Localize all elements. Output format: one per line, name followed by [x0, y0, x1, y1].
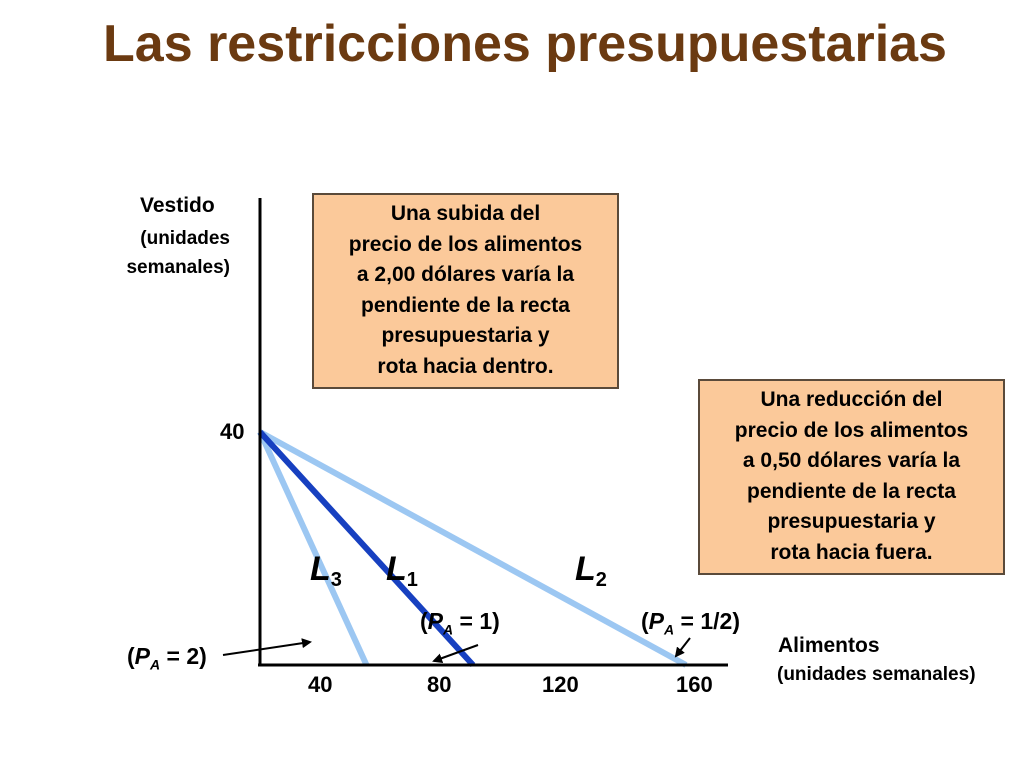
y-axis-subtitle: (unidades semanales): [126, 228, 230, 278]
series-label-l3: [310, 550, 342, 592]
l2-text: $L_2$: [575, 550, 607, 591]
y-axis-title: Vestido: [140, 194, 215, 217]
x-axis-subtitle: (unidades semanales): [777, 664, 976, 685]
arrow-pa-half: [676, 638, 690, 656]
x-tick-label: 80: [427, 672, 452, 697]
price-label-pa-half: $(P_A = 1/2)$: [641, 608, 740, 638]
l1-text: $L_1$: [386, 550, 418, 591]
budget-line-l3: [260, 432, 367, 665]
x-tick-label: 120: [542, 672, 579, 697]
x-tick-label: 40: [308, 672, 333, 697]
price-label-pa1: $(P_A = 1)$: [420, 608, 500, 638]
page-title: Las restricciones presupuestarias: [103, 15, 947, 73]
l3-text: $L_3$: [310, 550, 342, 591]
series-label-l1: [386, 550, 418, 592]
annotation-price-rise: Una subida del precio de los alimentos a 2,00 dólares varía la pendiente de la recta presupuestaria y rota hacia dentro.: [312, 193, 619, 389]
series-label-l2: [575, 550, 607, 592]
x-axis-title: Alimentos: [778, 634, 880, 657]
price-label-pa2: $(P_A = 2)$: [127, 643, 207, 673]
y-tick-label: 40: [220, 419, 245, 444]
x-tick-label: 160: [676, 672, 713, 697]
arrow-pa2: [223, 642, 310, 655]
annotation-price-fall: Una reducción del precio de los alimentos a 0,50 dólares varía la pendiente de la recta presupuestaria y rota hacia fuera.: [698, 379, 1005, 575]
